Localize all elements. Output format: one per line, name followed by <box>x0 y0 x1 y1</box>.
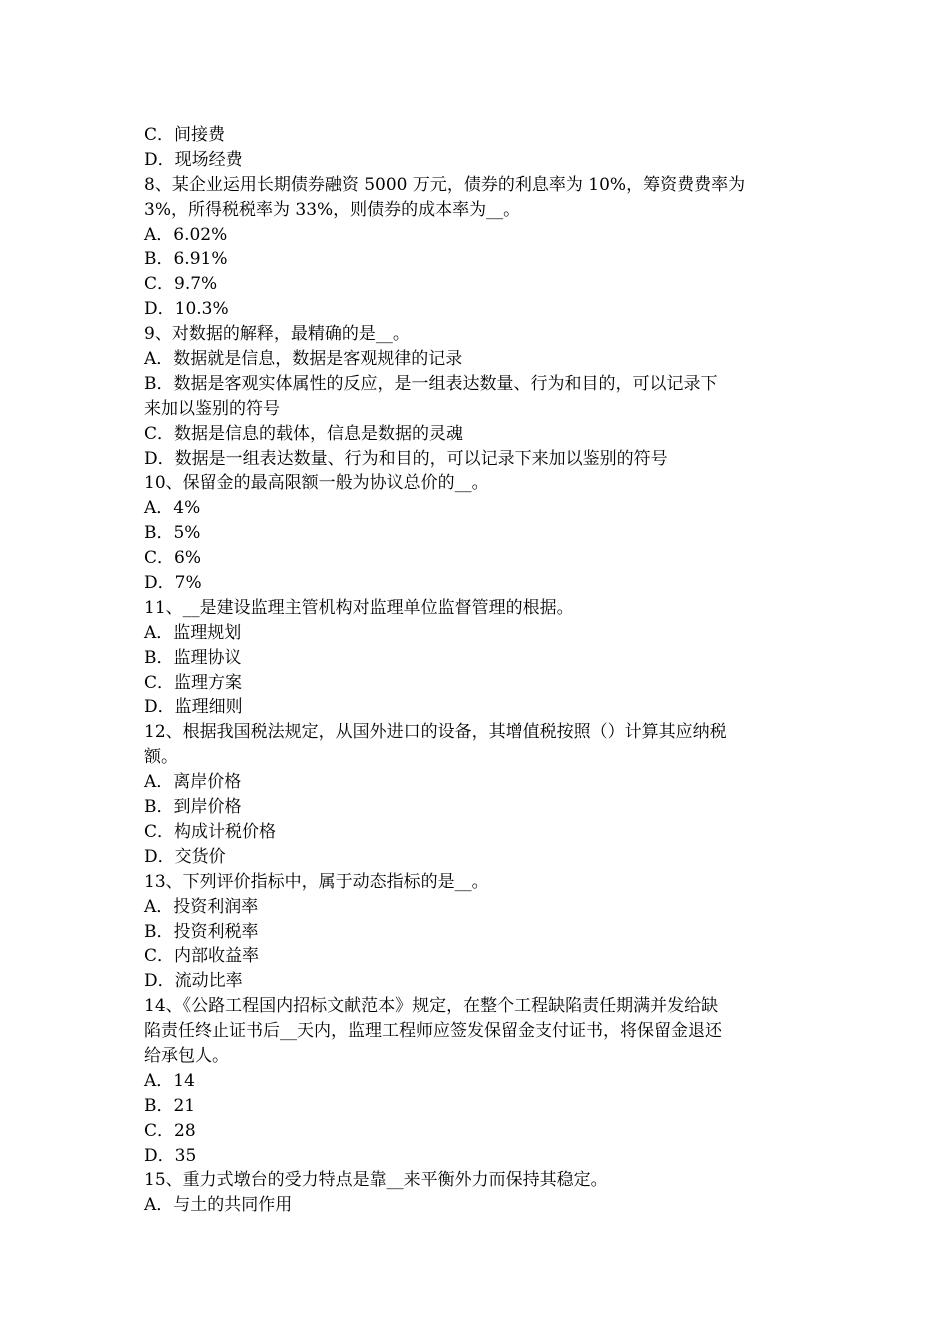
question-line: 11、__是建设监理主管机构对监理单位监督管理的根据。 <box>144 597 574 618</box>
option-line: 来加以鉴别的符号 <box>144 398 280 419</box>
option-line: B．监理协议 <box>144 647 242 668</box>
question-line: 陷责任终止证书后__天内，监理工程师应签发保留金支付证书，将保留金退还 <box>144 1021 722 1042</box>
option-line: D．流动比率 <box>144 971 243 992</box>
option-line: B．6.91% <box>144 249 228 270</box>
question-line: 给承包人。 <box>144 1045 229 1066</box>
option-line: B．21 <box>144 1095 196 1116</box>
option-line: B．数据是客观实体属性的反应，是一组表达数量、行为和目的，可以记录下 <box>144 373 718 394</box>
question-line: 13、下列评价指标中，属于动态指标的是__。 <box>144 871 489 892</box>
option-line: C．间接费 <box>144 125 226 145</box>
option-line: A．与土的共同作用 <box>144 1195 293 1216</box>
question-line: 10、保留金的最高限额一般为协议总价的__。 <box>144 473 489 494</box>
option-line: C．6% <box>144 548 201 569</box>
option-line: A．4% <box>144 498 201 519</box>
option-line: D．10.3% <box>144 299 229 320</box>
question-line: 9、对数据的解释，最精确的是__。 <box>144 324 410 345</box>
option-line: A．6.02% <box>144 224 228 245</box>
question-line: 12、根据我国税法规定，从国外进口的设备，其增值税按照（）计算其应纳税 <box>144 722 727 743</box>
option-line: C．构成计税价格 <box>144 821 277 842</box>
option-line: C．内部收益率 <box>144 946 260 967</box>
option-line: C．监理方案 <box>144 672 243 693</box>
option-line: C．28 <box>144 1120 196 1141</box>
option-line: A．投资利润率 <box>144 896 259 917</box>
option-line: C．9.7% <box>144 274 218 295</box>
option-line: A．14 <box>144 1070 195 1091</box>
option-line: C．数据是信息的载体，信息是数据的灵魂 <box>144 423 464 444</box>
option-line: D．35 <box>144 1145 197 1166</box>
option-line: D．监理细则 <box>144 697 243 718</box>
option-line: A．数据就是信息，数据是客观规律的记录 <box>144 349 463 370</box>
question-line: 3%，所得税税率为 33%，则债券的成本率为__。 <box>144 199 521 220</box>
question-line: 额。 <box>144 747 178 768</box>
option-line: D．现场经费 <box>144 149 243 170</box>
option-line: B．到岸价格 <box>144 797 242 818</box>
option-line: B．投资利税率 <box>144 921 259 942</box>
option-line: A．监理规划 <box>144 622 242 643</box>
option-line: A．离岸价格 <box>144 772 242 793</box>
question-line: 15、重力式墩台的受力特点是靠__来平衡外力而保持其稳定。 <box>144 1170 608 1191</box>
option-line: D．交货价 <box>144 846 226 867</box>
option-line: D．7% <box>144 573 202 594</box>
document-page <box>144 123 814 1218</box>
option-line: B．5% <box>144 523 201 544</box>
option-line: D．数据是一组表达数量、行为和目的，可以记录下来加以鉴别的符号 <box>144 448 668 469</box>
question-line: 8、某企业运用长期债券融资 5000 万元，债券的利息率为 10%，筹资费费率为 <box>144 174 746 195</box>
question-line: 14、《公路工程国内招标文献范本》规定，在整个工程缺陷责任期满并发给缺 <box>144 996 719 1017</box>
